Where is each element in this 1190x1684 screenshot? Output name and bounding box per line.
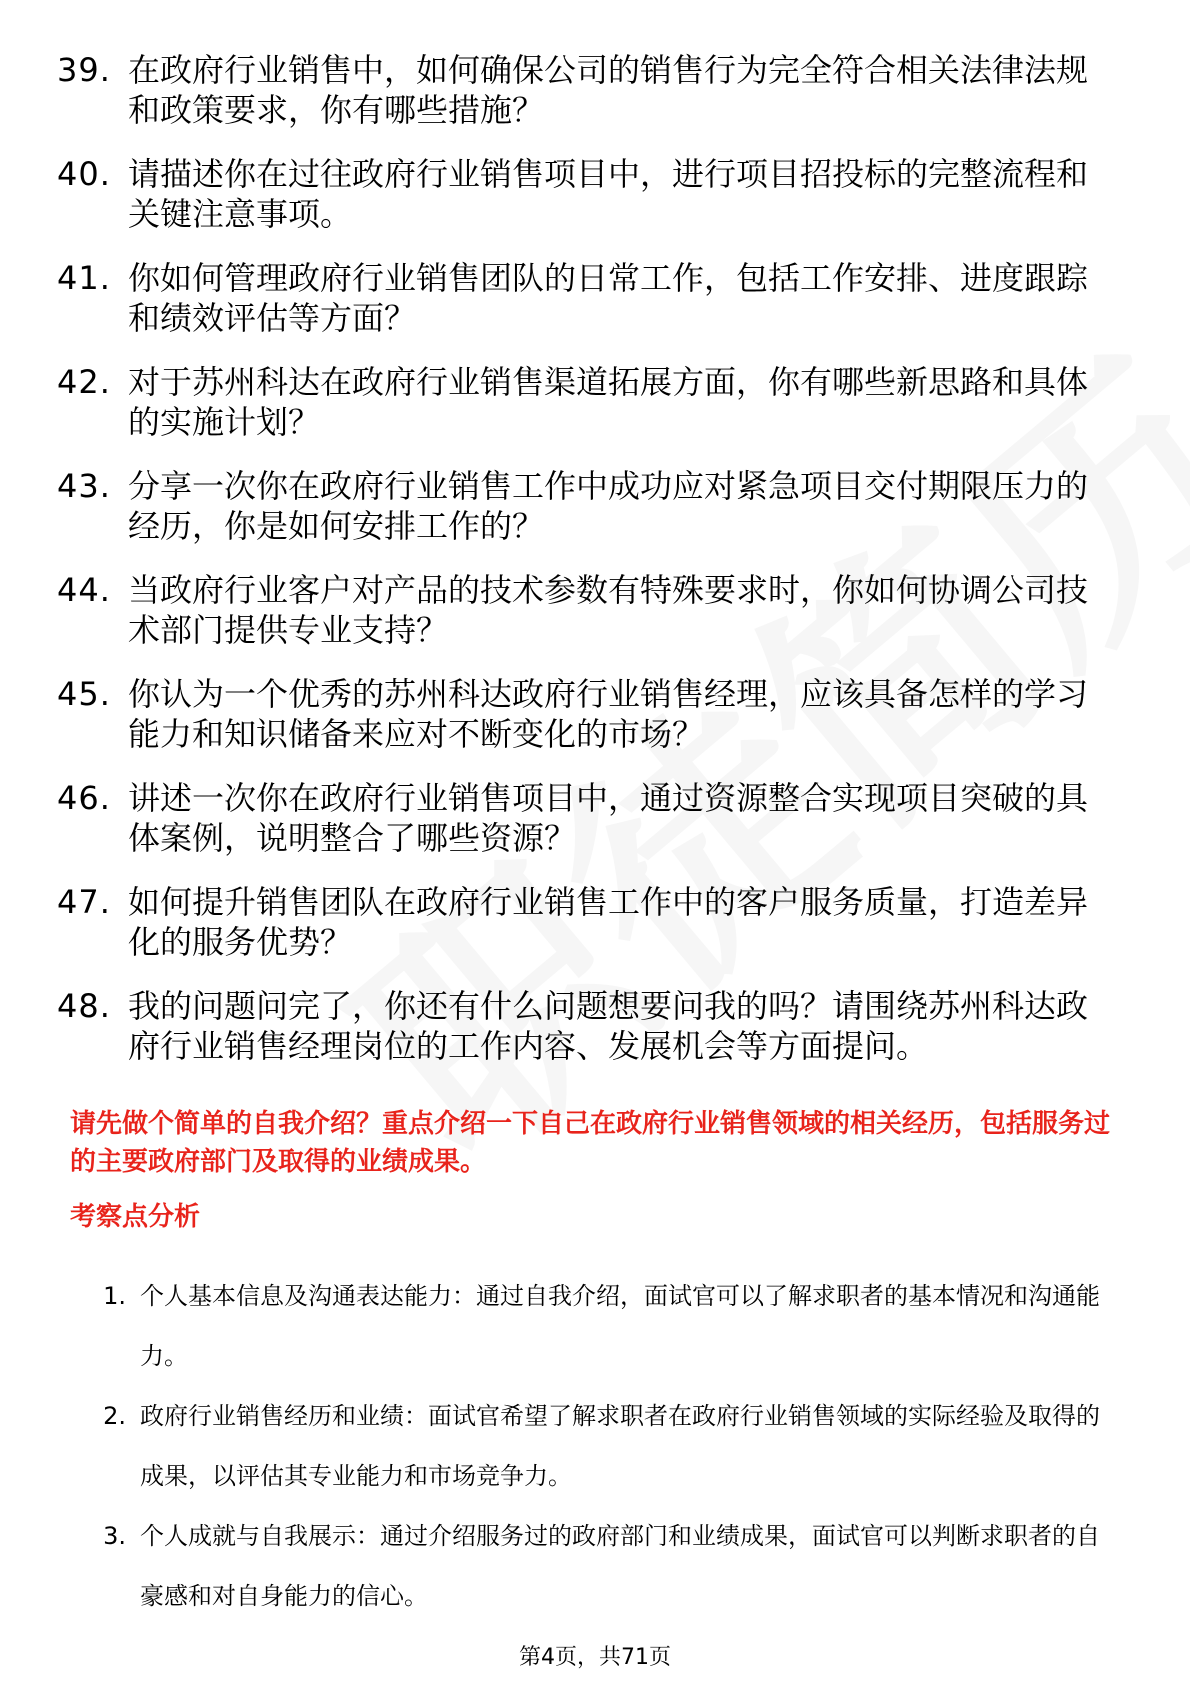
analysis-text: 个人基本信息及沟通表达能力：通过自我介绍，面试官可以了解求职者的基本情况和沟通能力。 <box>140 1282 1100 1370</box>
analysis-number: 1. <box>103 1282 126 1310</box>
question-text: 当政府行业客户对产品的技术参数有特殊要求时，你如何协调公司技术部门提供专业支持？ <box>128 571 1089 649</box>
question-number: 39. <box>57 51 111 89</box>
question-text: 对于苏州科达在政府行业销售渠道拓展方面，你有哪些新思路和具体的实施计划？ <box>128 363 1089 441</box>
question-item <box>57 986 1117 1066</box>
question-text: 如何提升销售团队在政府行业销售工作中的客户服务质量，打造差异化的服务优势？ <box>128 883 1089 961</box>
analysis-item <box>80 1266 1120 1386</box>
question-item <box>57 50 1117 130</box>
question-number: 43. <box>57 467 111 505</box>
question-text: 你认为一个优秀的苏州科达政府行业销售经理，应该具备怎样的学习能力和知识储备来应对不断变化的市场？ <box>128 675 1089 753</box>
analysis-number: 2. <box>103 1402 126 1430</box>
analysis-item <box>80 1506 1120 1626</box>
question-text: 请描述你在过往政府行业销售项目中，进行项目招投标的完整流程和关键注意事项。 <box>128 155 1089 233</box>
question-item <box>57 154 1117 234</box>
question-item <box>57 778 1117 858</box>
question-number: 42. <box>57 363 111 401</box>
analysis-number: 3. <box>103 1522 126 1550</box>
question-item <box>57 570 1117 650</box>
question-list <box>57 50 1117 1090</box>
question-text: 我的问题问完了，你还有什么问题想要问我的吗？请围绕苏州科达政府行业销售经理岗位的工作内容、发展机会等方面提问。 <box>128 987 1089 1065</box>
question-number: 40. <box>57 155 111 193</box>
question-number: 44. <box>57 571 111 609</box>
question-text: 你如何管理政府行业销售团队的日常工作，包括工作安排、进度跟踪和绩效评估等方面？ <box>128 259 1089 337</box>
question-number: 46. <box>57 779 111 817</box>
question-text: 分享一次你在政府行业销售工作中成功应对紧急项目交付期限压力的经历，你是如何安排工作的？ <box>128 467 1089 545</box>
analysis-list <box>80 1266 1120 1626</box>
question-number: 48. <box>57 987 111 1025</box>
question-item <box>57 466 1117 546</box>
analysis-item <box>80 1386 1120 1506</box>
question-text: 在政府行业销售中，如何确保公司的销售行为完全符合相关法律法规和政策要求，你有哪些措施？ <box>128 51 1089 129</box>
analysis-text: 个人成就与自我展示：通过介绍服务过的政府部门和业绩成果，面试官可以判断求职者的自豪感和对自身能力的信心。 <box>140 1522 1100 1610</box>
featured-question: 请先做个简单的自我介绍？重点介绍一下自己在政府行业销售领域的相关经历，包括服务过的主要政府部门及取得的业绩成果。 <box>70 1109 1111 1177</box>
question-number: 41. <box>57 259 111 297</box>
question-item <box>57 258 1117 338</box>
question-item <box>57 882 1117 962</box>
question-item <box>57 362 1117 442</box>
question-number: 45. <box>57 675 111 713</box>
page-footer: 第4页，共71页 <box>519 1645 671 1670</box>
analysis-heading: 考察点分析 <box>70 1202 201 1232</box>
analysis-text: 政府行业销售经历和业绩：面试官希望了解求职者在政府行业销售领域的实际经验及取得的成果，以评估其专业能力和市场竞争力。 <box>140 1402 1100 1490</box>
question-item <box>57 674 1117 754</box>
question-text: 讲述一次你在政府行业销售项目中，通过资源整合实现项目突破的具体案例，说明整合了哪些资源？ <box>128 779 1089 857</box>
question-number: 47. <box>57 883 111 921</box>
